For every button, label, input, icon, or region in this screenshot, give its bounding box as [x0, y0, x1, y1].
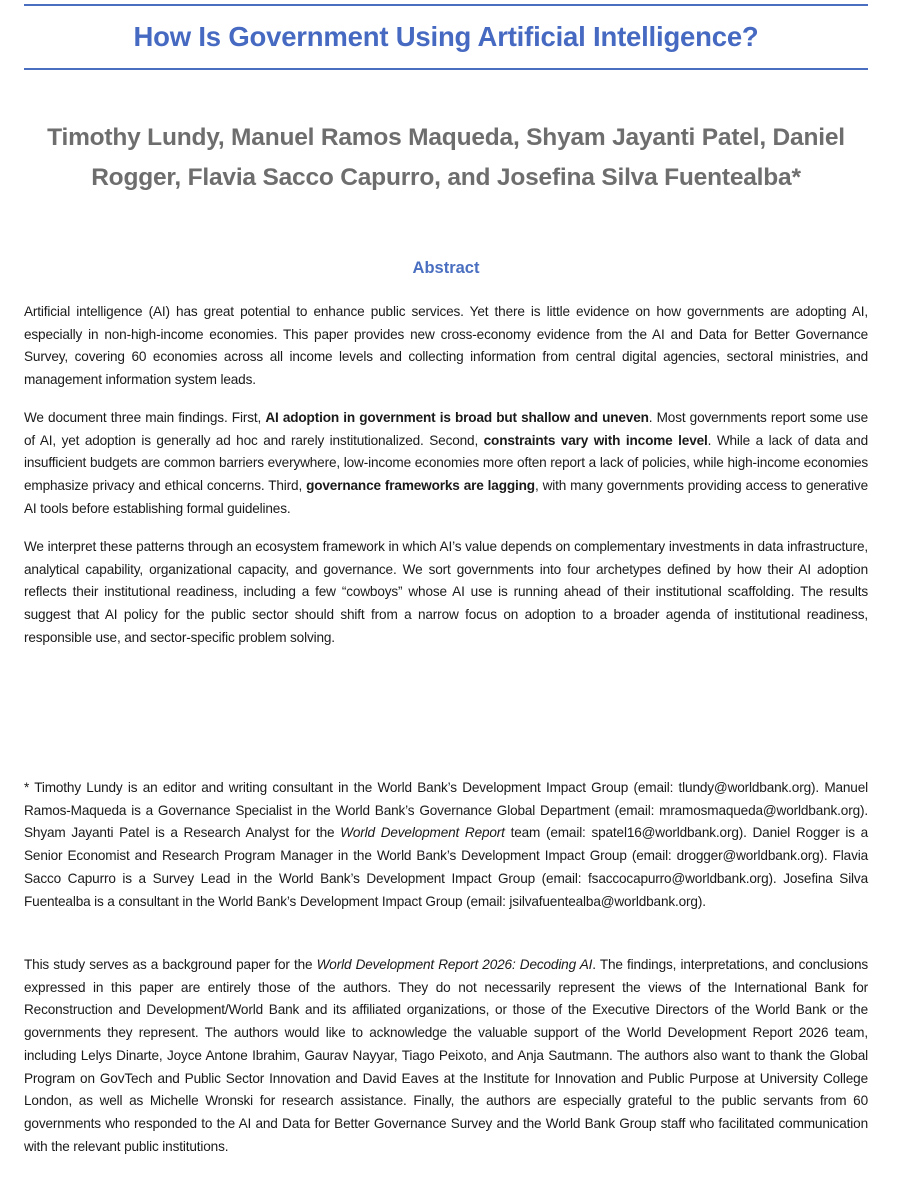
text-segment: We document three main findings. First,: [24, 410, 266, 425]
acknowledgment-paragraph: [24, 954, 868, 1158]
finding-2-emphasis: constraints vary with income level: [483, 432, 708, 448]
finding-1-emphasis: AI adoption in government is broad but shallow and uneven: [265, 410, 649, 425]
text-segment: . Most governments report some use of AI, yet adoption is generally ad hoc and rarely institutionalized. Second,: [24, 410, 868, 448]
report-title-italic: World Development Report 2026: Decoding AI: [316, 957, 593, 972]
text-segment: . While a lack of data and insufficient budgets are common barriers everywhere, low-income economies more often report a lack of policies, while high-income economies emphasize privacy and ethical concerns. Third,: [24, 432, 868, 494]
title-block: [24, 4, 868, 70]
abstract-paragraph-1: Artificial intelligence (AI) has great potential to enhance public services. Yet there is little evidence on how governments are adopting AI, especially in non-high-income economies. This paper provides new cross-economy evidence from the AI and Data for Better Governance Survey, covering 60 economies across all income levels and collecting information from central digital agencies, sectoral ministries, and management information system leads.: [24, 304, 868, 388]
abstract-paragraph-3: We interpret these patterns through an ecosystem framework in which AI’s value depends on complementary investments in data infrastructure, analytical capability, organizational capacity, and governance. We sort governments into four archetypes defined by how their AI adoption reflects their institutional readiness, including a few “cowboys” whose AI use is running ahead of their institutional scaffolding. The results suggest that AI policy for the public sector should shift from a narrow focus on adoption to a broader agenda of institutional readiness, responsible use, and sector-specific problem solving.: [24, 539, 868, 645]
author-footnote: [24, 777, 868, 913]
author-list: Timothy Lundy, Manuel Ramos Maqueda, Shyam Jayanti Patel, Daniel Rogger, Flavia Sacco Capurro, and Josefina Silva Fuentealba*: [47, 124, 845, 191]
abstract-paragraph-2: [24, 407, 868, 521]
finding-3-emphasis: governance frameworks are lagging: [306, 478, 535, 494]
abstract-heading: Abstract: [412, 259, 480, 277]
text-segment: team (email: spatel16@worldbank.org). Daniel Rogger is a Senior Economist and Research Program Manager in the World Bank’s Development Impact Group (email: drogger@worldbank.org). Flavia Sacco Capurro is a Survey Lead in the World Bank’s Development Impact Group (email: fsaccocapurro@worldbank.org). Josefina Silva Fuentealba is a consultant in the World Bank’s Development Impact Group (email: jsilvafuentealba@worldbank.org).: [24, 825, 869, 909]
text-segment: . The findings, interpretations, and conclusions expressed in this paper are entirely those of the authors. They do not necessarily represent the views of the International Bank for Reconstruction and Development/World Bank and its affiliated organizations, or those of the Executive Directors of the World Bank or the governments they represent. The authors would like to acknowledge the valuable support of the World Development Report 2026 team, including Lelys Dinarte, Joyce Antone Ibrahim, Gaurav Nayyar, Tiago Peixoto, and Anja Sautmann. The authors also want to thank the Global Program on GovTech and Public Sector Innovation and David Eaves at the Institute for Innovation and Public Purpose at University College London, as well as Michelle Wronski for research assistance. Finally, the authors are especially grateful to the public servants from 60 governments who responded to the AI and Data for Better Governance Survey and the World Bank Group staff who facilitated communication with the relevant public institutions.: [24, 957, 868, 1154]
text-segment: This study serves as a background paper for the: [24, 957, 317, 972]
paper-title: How Is Government Using Artificial Intelligence?: [133, 21, 759, 52]
report-title-italic: World Development Report: [340, 825, 505, 841]
text-segment: * Timothy Lundy is an editor and writing consultant in the World Bank’s Development Impact Group (email: tlundy@worldbank.org). Manuel Ramos-Maqueda is a Governance Specialist in the World Bank’s Governance Global Department (email: mramosmaqueda@worldbank.org). Shyam Jayanti Patel is a Research Analyst for the: [24, 780, 868, 841]
text-segment: , with many governments providing access to generative AI tools before establishing formal guidelines.: [24, 478, 868, 516]
